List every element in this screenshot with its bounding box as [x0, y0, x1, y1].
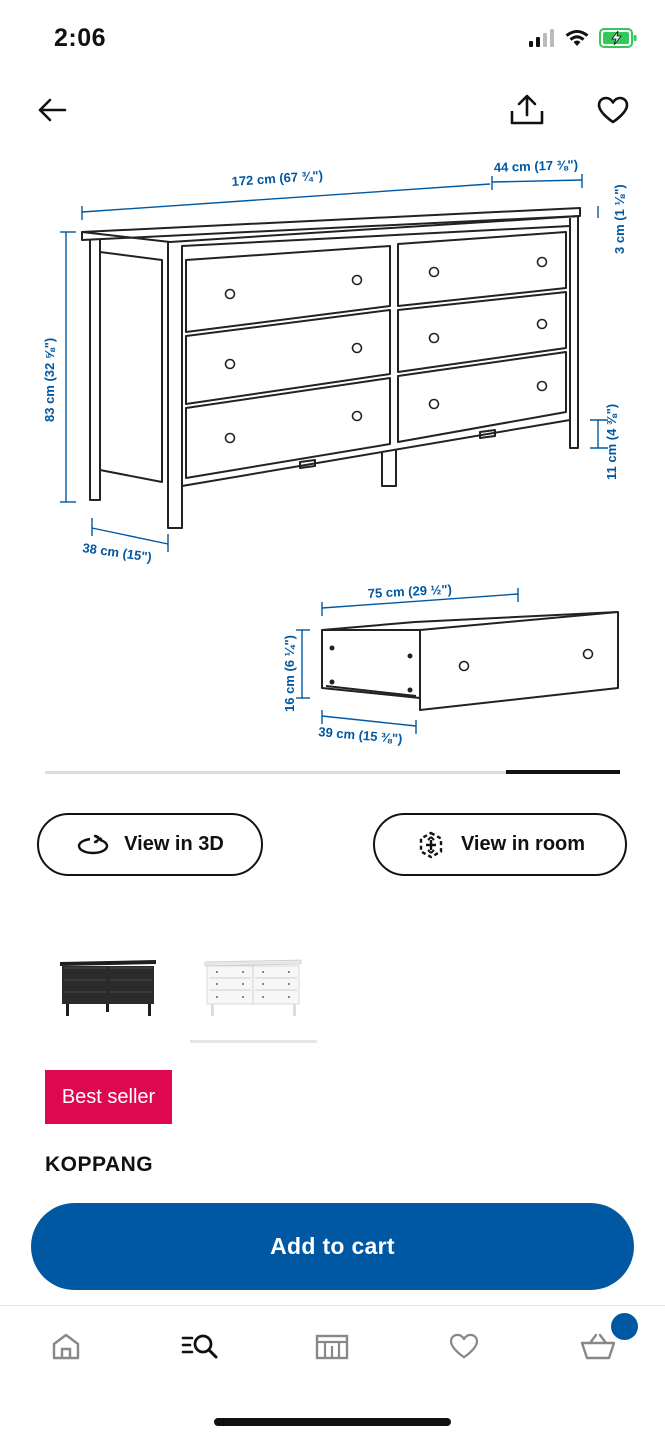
signal-icon: [529, 29, 555, 47]
augmented-reality-icon: [415, 829, 447, 861]
favorite-button[interactable]: [589, 86, 637, 134]
share-button[interactable]: [503, 86, 551, 134]
view-in-room-label: View in room: [460, 833, 586, 855]
height-dimension-label: 83 cm (32 ⅝"): [42, 337, 57, 422]
side-depth-dimension-label: 38 cm (15"): [81, 540, 153, 565]
status-time: 2:06: [54, 24, 107, 52]
tab-search[interactable]: [175, 1324, 225, 1368]
view-in-room-button[interactable]: [373, 813, 627, 876]
home-indicator: [214, 1418, 451, 1426]
heart-icon: [449, 1333, 479, 1359]
scrollbar-thumb[interactable]: [506, 770, 620, 774]
back-button[interactable]: [28, 86, 76, 134]
tab-stores[interactable]: [307, 1324, 357, 1368]
rotate-3d-icon: [76, 834, 110, 856]
dresser-black-brown-image: [56, 952, 160, 1018]
image-carousel-scrollbar[interactable]: [45, 771, 620, 774]
best-seller-badge: Best seller: [45, 1070, 172, 1124]
variant-thumbnail-white[interactable]: [190, 933, 316, 1037]
heart-icon: [597, 96, 629, 124]
search-icon: [181, 1332, 219, 1360]
dimension-drawing[interactable]: [30, 150, 635, 760]
top-thickness-dimension-label: 3 cm (1 ⅛"): [612, 184, 627, 254]
dresser-dimension-illustration: [30, 150, 635, 760]
share-icon: [509, 94, 545, 126]
status-bar: [0, 0, 665, 80]
variant-thumbnail-black-brown[interactable]: [45, 933, 171, 1037]
view-in-3d-label: View in 3D: [124, 833, 224, 855]
store-icon: [315, 1332, 349, 1360]
battery-icon: [599, 28, 637, 48]
arrow-left-icon: [37, 97, 67, 123]
drawer-depth-dimension-label: 39 cm (15 ⅜"): [317, 724, 403, 747]
bottom-tab-bar: [0, 1305, 665, 1386]
basket-icon: [580, 1332, 616, 1360]
depth-dimension-label: 44 cm (17 ⅜"): [493, 157, 579, 175]
cart-notification-dot: [611, 1313, 638, 1340]
tab-home[interactable]: [41, 1324, 91, 1368]
leg-height-dimension-label: 11 cm (4 ⅜"): [604, 403, 619, 480]
status-icons: [529, 28, 637, 48]
view-in-3d-button[interactable]: [37, 813, 263, 876]
drawer-height-dimension-label: 16 cm (6 ¼"): [282, 635, 297, 712]
product-name: KOPPANG: [45, 1153, 154, 1176]
wifi-icon: [565, 29, 589, 47]
dresser-white-image: [201, 952, 305, 1018]
top-bar: [0, 84, 665, 140]
add-to-cart-button[interactable]: Add to cart: [31, 1203, 634, 1290]
drawer-width-dimension-label: 75 cm (29 ½"): [367, 581, 453, 601]
width-dimension-label: 172 cm (67 ¾"): [231, 167, 324, 189]
variant-selected-indicator: [190, 1040, 317, 1043]
tab-favorites[interactable]: [439, 1324, 489, 1368]
home-icon: [51, 1332, 81, 1360]
